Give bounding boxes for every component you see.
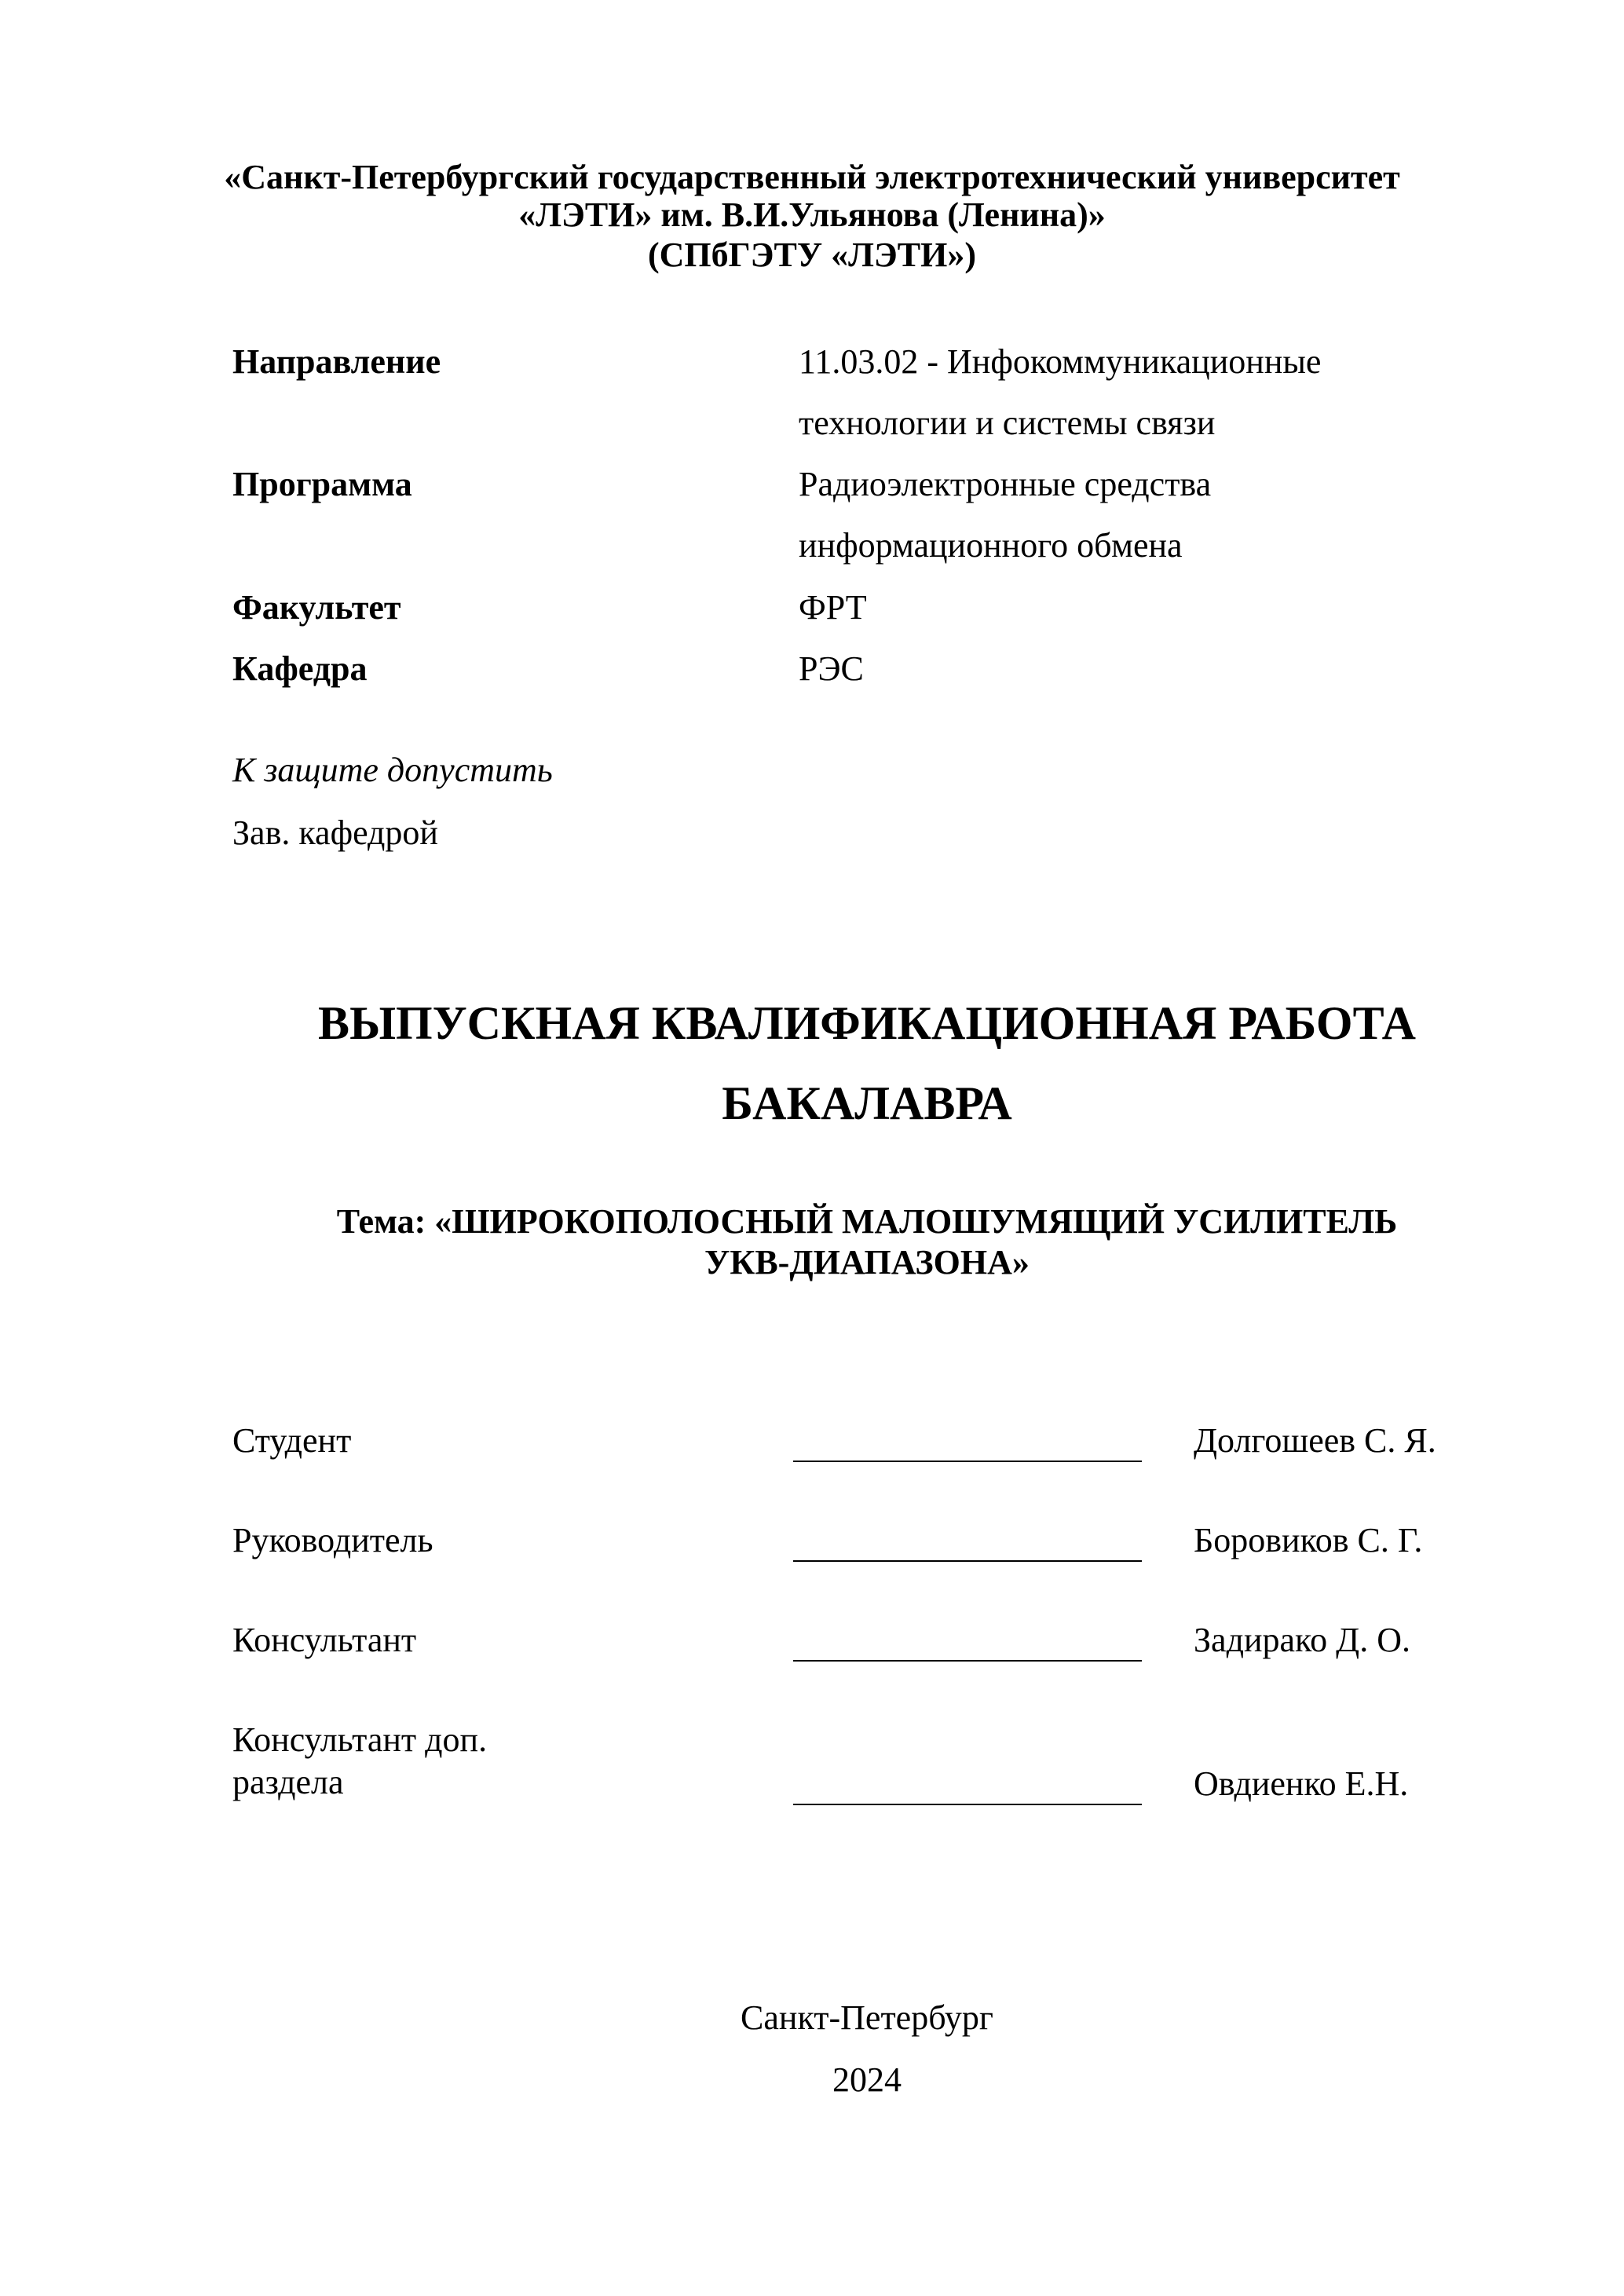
admission-text: К защите допустить: [232, 751, 553, 789]
department-head-label: Зав. кафедрой: [232, 813, 438, 852]
additional-consultant-role-line-2: раздела: [232, 1763, 344, 1801]
consultant-signature-line: [793, 1660, 1142, 1662]
city: Санкт-Петербург: [741, 1998, 993, 2037]
year: 2024: [832, 2060, 902, 2099]
consultant-role: Консультант: [232, 1621, 417, 1659]
work-title-line-2: БАКАЛАВРА: [722, 1077, 1012, 1129]
program-label: Программа: [232, 465, 412, 503]
university-abbreviation: (СПбГЭТУ «ЛЭТИ»): [648, 236, 976, 274]
faculty-label: Факультет: [232, 588, 401, 627]
additional-consultant-role-line-1: Консультант доп.: [232, 1720, 488, 1759]
student-role: Студент: [232, 1421, 352, 1460]
program-value-line-1: Радиоэлектронные средства: [799, 465, 1212, 503]
topic-line-1: Тема: «ШИРОКОПОЛОСНЫЙ МАЛОШУМЯЩИЙ УСИЛИТЕЛЬ: [336, 1202, 1398, 1241]
department-label: Кафедра: [232, 649, 368, 688]
consultant-name: Задирако Д. О.: [1194, 1621, 1410, 1659]
faculty-value: ФРТ: [799, 588, 867, 627]
direction-value-line-2: технологии и системы связи: [799, 404, 1216, 442]
university-name-line-1: «Санкт-Петербургский государственный электротехнический университет: [224, 158, 1400, 196]
additional-consultant-name: Овдиенко Е.Н.: [1194, 1764, 1409, 1803]
supervisor-name: Боровиков С. Г.: [1194, 1521, 1423, 1559]
additional-consultant-signature-line: [793, 1804, 1142, 1805]
direction-value-line-1: 11.03.02 - Инфокоммуникационные: [799, 342, 1322, 381]
program-value-line-2: информационного обмена: [799, 526, 1183, 565]
department-value: РЭС: [799, 649, 864, 688]
university-name-line-2: «ЛЭТИ» им. В.И.Ульянова (Ленина)»: [518, 196, 1106, 234]
work-title-line-1: ВЫПУСКНАЯ КВАЛИФИКАЦИОННАЯ РАБОТА: [318, 997, 1416, 1049]
topic-line-2: УКВ-ДИАПАЗОНА»: [704, 1243, 1030, 1281]
student-name: Долгошеев С. Я.: [1194, 1421, 1436, 1460]
direction-label: Направление: [232, 342, 441, 381]
student-signature-line: [793, 1461, 1142, 1462]
supervisor-signature-line: [793, 1560, 1142, 1562]
supervisor-role: Руководитель: [232, 1521, 433, 1559]
